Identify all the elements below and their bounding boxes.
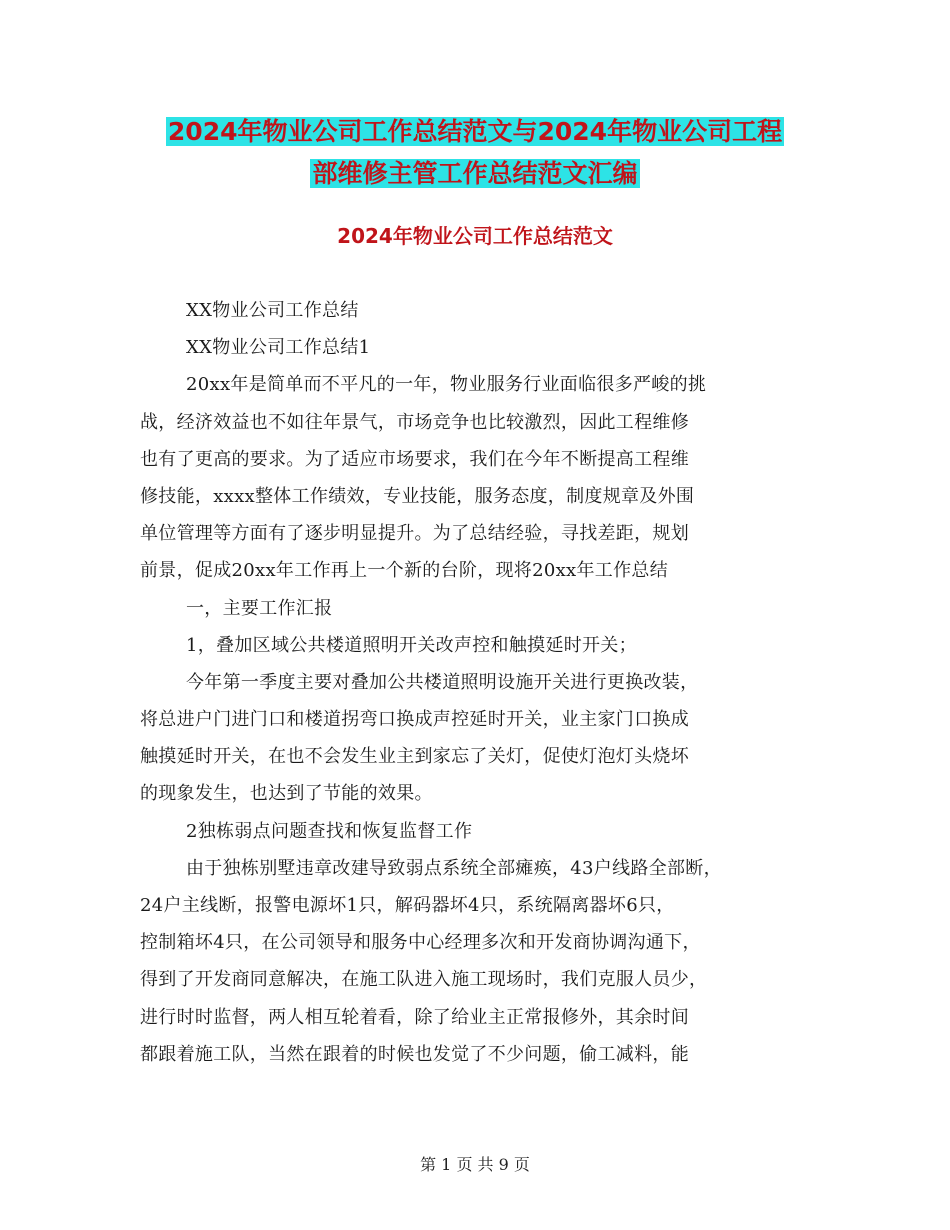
text-line: XX物业公司工作总结: [186, 300, 359, 321]
text-line: 触摸延时开关，在也不会发生业主到家忘了关灯，促使灯泡灯头烧坏: [140, 746, 689, 768]
section-title: 2024年物业公司工作总结范文: [337, 224, 613, 248]
text-line: 今年第一季度主要对叠加公共楼道照明设施开关进行更换改装，: [186, 671, 699, 693]
document-title-line-1: 2024年物业公司工作总结范文与2024年物业公司工程: [167, 117, 783, 146]
text-line: 战，经济效益也不如往年景气，市场竞争也比较激烈，因此工程维修: [140, 411, 689, 433]
text-line: 24户主线断，报警电源坏1只，解码器坏4只，系统隔离器坏6只，: [140, 895, 675, 916]
text-line: XX物业公司工作总结1: [186, 337, 371, 359]
text-line: 也有了更高的要求。为了适应市场要求，我们在今年不断提高工程维: [140, 448, 689, 470]
text-line: 将总进户门进门口和楼道拐弯口换成声控延时开关，业主家门口换成: [140, 709, 689, 731]
text-line: 进行时时监督，两人相互轮着看，除了给业主正常报修外，其余时间: [140, 1006, 689, 1028]
text-line: 得到了开发商同意解决，在施工队进入施工现场时，我们克服人员少，: [140, 969, 708, 991]
text-line: 修技能，xxxx整体工作绩效，专业技能，服务态度，制度规章及外围: [140, 485, 695, 507]
text-line: 一，主要工作汇报: [186, 597, 333, 619]
body-text: [140, 292, 820, 1073]
text-line: 前景，促成20xx年工作再上一个新的台阶，现将20xx年工作总结: [140, 560, 669, 582]
page-footer: 第 1 页 共 9 页: [420, 1155, 530, 1174]
text-line: 1，叠加区域公共楼道照明开关改声控和触摸延时开关；: [186, 634, 637, 656]
text-line: 都跟着施工队，当然在跟着的时候也发觉了不少问题，偷工减料，能: [140, 1043, 689, 1065]
text-line: 单位管理等方面有了逐步明显提升。为了总结经验，寻找差距，规划: [140, 523, 689, 545]
document-title-line-2: 部维修主管工作总结范文汇编: [312, 159, 638, 188]
text-line: 的现象发生，也达到了节能的效果。: [140, 783, 433, 805]
text-line: 控制箱坏4只，在公司领导和服务中心经理多次和开发商协调沟通下，: [140, 932, 701, 954]
text-line: 2独栋弱点问题查找和恢复监督工作: [186, 820, 473, 842]
text-line: 20xx年是简单而不平凡的一年，物业服务行业面临很多严峻的挑: [186, 374, 707, 396]
text-line: 由于独栋别墅违章改建导致弱点系统全部瘫痪，43户线路全部断，: [186, 857, 722, 879]
